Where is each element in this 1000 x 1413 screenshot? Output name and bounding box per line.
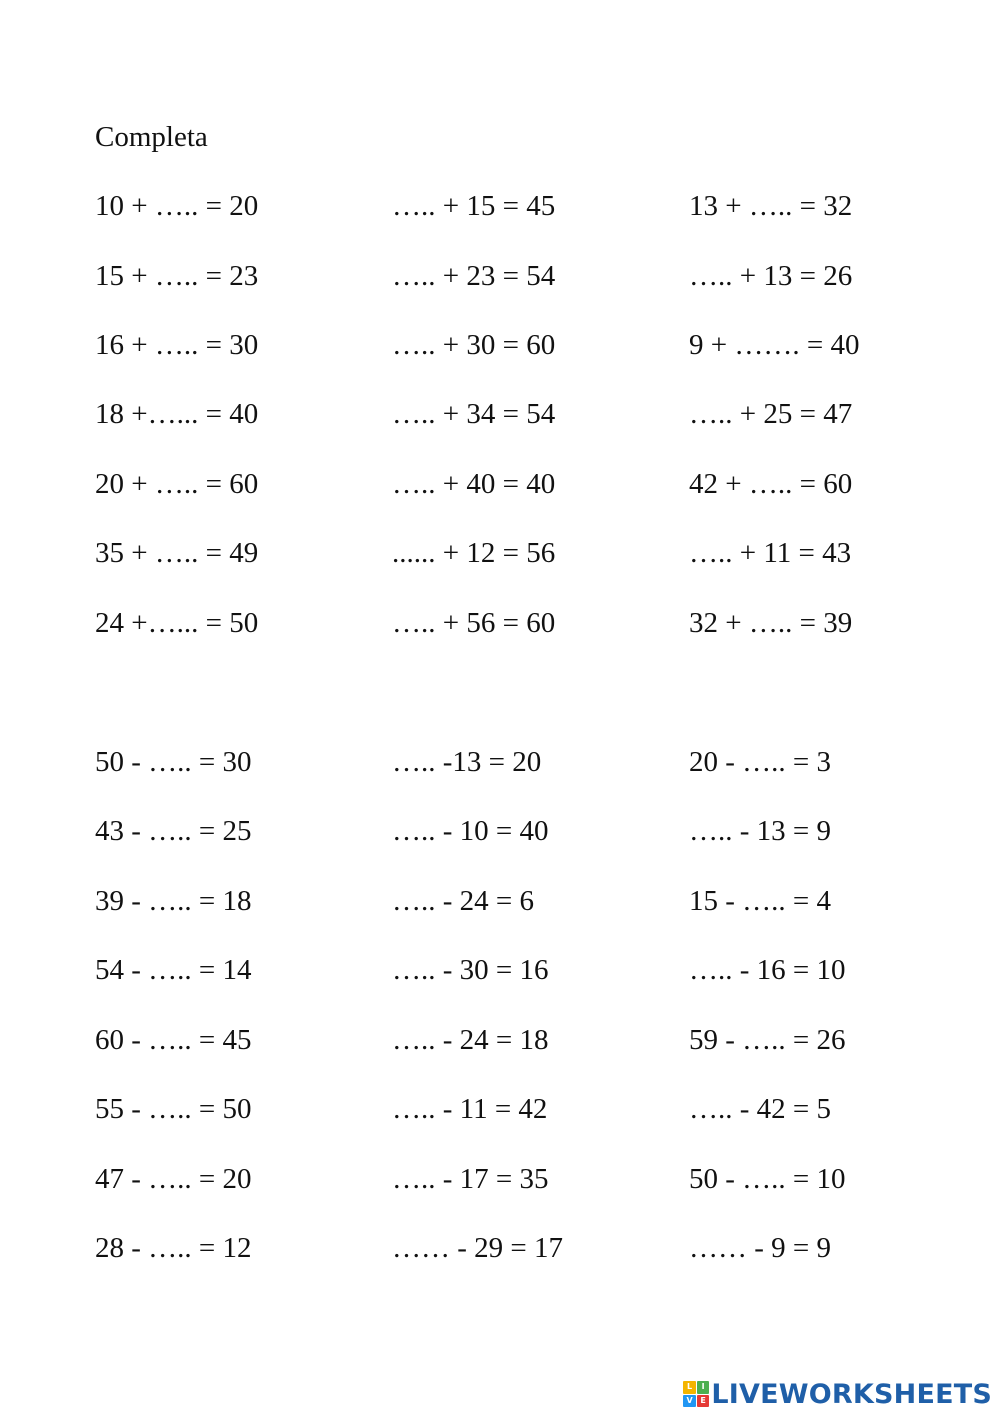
subtraction-equation: 55 - ….. = 50 — [95, 1093, 252, 1125]
subtraction-equation: 47 - ….. = 20 — [95, 1163, 252, 1195]
addition-equation: ….. + 23 = 54 — [392, 260, 556, 292]
subtraction-equation: …… - 9 = 9 — [689, 1232, 832, 1264]
subtraction-equation: 15 - ….. = 4 — [689, 885, 832, 917]
addition-equation: ….. + 56 = 60 — [392, 607, 556, 639]
addition-equation: 18 +…... = 40 — [95, 398, 259, 430]
subtraction-equation: ….. - 24 = 18 — [392, 1024, 549, 1056]
subtraction-equation: ….. - 42 = 5 — [689, 1093, 832, 1125]
addition-equation: 16 + ….. = 30 — [95, 329, 259, 361]
subtraction-equation: …… - 29 = 17 — [392, 1232, 564, 1264]
subtraction-equation: ….. - 30 = 16 — [392, 954, 549, 986]
addition-equation: 20 + ….. = 60 — [95, 468, 259, 500]
addition-equation: 32 + ….. = 39 — [689, 607, 853, 639]
subtraction-equation: ….. - 10 = 40 — [392, 815, 549, 847]
subtraction-equation: ….. - 16 = 10 — [689, 954, 846, 986]
subtraction-equation: 50 - ….. = 30 — [95, 746, 252, 778]
addition-equation: 15 + ….. = 23 — [95, 260, 259, 292]
worksheet-title: Completa — [95, 121, 208, 153]
subtraction-equation: 59 - ….. = 26 — [689, 1024, 846, 1056]
subtraction-equation: 50 - ….. = 10 — [689, 1163, 846, 1195]
addition-equation: 35 + ….. = 49 — [95, 537, 259, 569]
addition-equation: 24 +…... = 50 — [95, 607, 259, 639]
subtraction-equation: ….. - 24 = 6 — [392, 885, 535, 917]
addition-equation: 13 + ….. = 32 — [689, 190, 853, 222]
subtraction-equation: ….. - 17 = 35 — [392, 1163, 549, 1195]
addition-equation: ….. + 34 = 54 — [392, 398, 556, 430]
liveworksheets-logo-icon: L I V E — [683, 1381, 709, 1407]
subtraction-equation: 60 - ….. = 45 — [95, 1024, 252, 1056]
subtraction-equation: ….. -13 = 20 — [392, 746, 542, 778]
addition-equation: ….. + 25 = 47 — [689, 398, 853, 430]
subtraction-equation: 20 - ….. = 3 — [689, 746, 832, 778]
addition-equation: ….. + 11 = 43 — [689, 537, 852, 569]
brand-name: LIVEWORKSHEETS — [711, 1378, 992, 1410]
subtraction-equation: 54 - ….. = 14 — [95, 954, 252, 986]
subtraction-equation: ….. - 11 = 42 — [392, 1093, 548, 1125]
subtraction-equation: 39 - ….. = 18 — [95, 885, 252, 917]
addition-equation: 42 + ….. = 60 — [689, 468, 853, 500]
addition-equation: ….. + 15 = 45 — [392, 190, 556, 222]
subtraction-equation: ….. - 13 = 9 — [689, 815, 832, 847]
addition-equation: ….. + 40 = 40 — [392, 468, 556, 500]
subtraction-equation: 43 - ….. = 25 — [95, 815, 252, 847]
subtraction-equation: 28 - ….. = 12 — [95, 1232, 252, 1264]
addition-equation: ...... + 12 = 56 — [392, 537, 556, 569]
addition-equation: 10 + ….. = 20 — [95, 190, 259, 222]
addition-equation: ….. + 13 = 26 — [689, 260, 853, 292]
addition-equation: ….. + 30 = 60 — [392, 329, 556, 361]
addition-equation: 9 + ……. = 40 — [689, 329, 860, 361]
liveworksheets-brand — [683, 1377, 992, 1411]
